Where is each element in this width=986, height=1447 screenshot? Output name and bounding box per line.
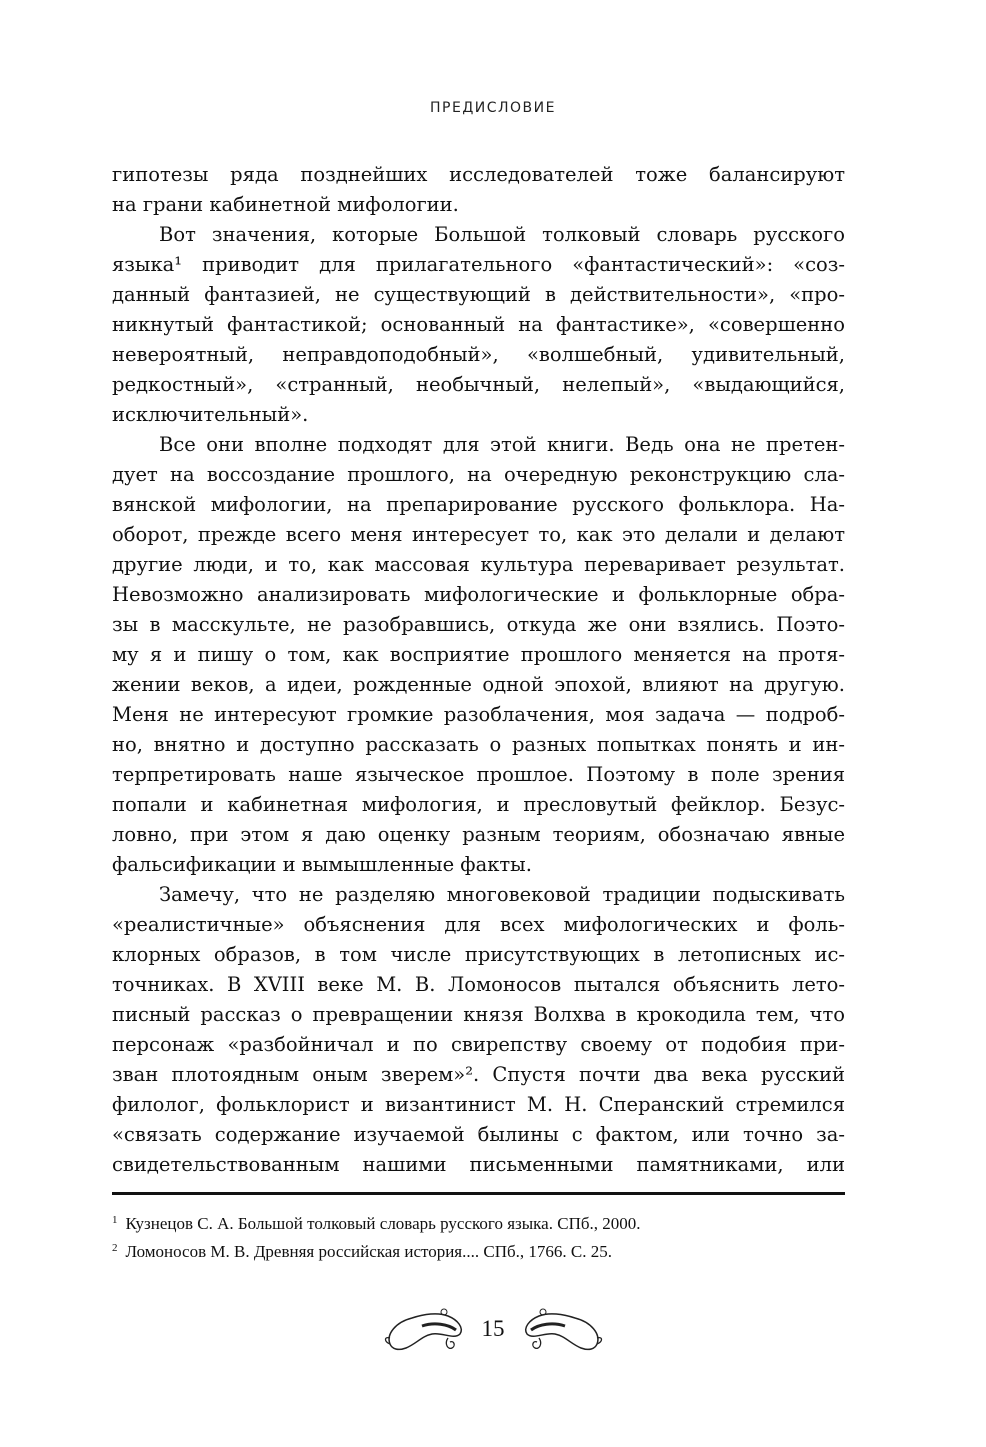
ornament-right-icon xyxy=(515,1304,605,1354)
text-line: писный рассказ о превращении князя Волхва в крокодила тем, что xyxy=(112,1003,845,1026)
text-line: другие люди, и то, как массовая культура переваривает результат. xyxy=(112,553,845,576)
text-line: дует на воссоздание прошлого, на очередную реконструкцию сла- xyxy=(112,463,845,486)
text-line: оборот, прежде всего меня интересует то, как это делали и делают xyxy=(112,523,845,546)
text-line: клорных образов, в том числе присутствующих в летописных ис- xyxy=(112,943,845,966)
text-line: зван плотоядным оным зверем»². Спустя почти два века русский xyxy=(112,1063,845,1086)
footnote-2 xyxy=(112,1242,845,1262)
text-line: зы в масскульте, не разобравшись, откуда же они взялись. Поэто- xyxy=(112,613,845,636)
text-line: персонаж «разбойничал и по свирепству своему от подобия при- xyxy=(112,1033,845,1056)
text-line: невероятный, неправдоподобный», «волшебный, удивительный, xyxy=(112,343,845,366)
text-line: языка¹ приводит для прилагательного «фантастический»: «соз- xyxy=(112,253,845,276)
footnote-1 xyxy=(112,1214,845,1234)
footnote-divider xyxy=(112,1192,845,1195)
footnote-number: 2 xyxy=(112,1242,118,1254)
text-line: филолог, фольклорист и византинист М. Н. Сперанский стремился xyxy=(112,1093,845,1116)
text-line: ловно, при этом я даю оценку разным теориям, обозначаю явные xyxy=(112,823,845,846)
text-line: фальсификации и вымышленные факты. xyxy=(112,853,532,876)
text-line: свидетельствованным нашими письменными памятниками, или xyxy=(112,1153,845,1176)
text-line: гипотезы ряда позднейших исследователей тоже балансируют xyxy=(112,163,845,186)
running-header: ПРЕДИСЛОВИЕ xyxy=(430,100,556,116)
text-line: «реалистичные» объяснения для всех мифологических и фоль- xyxy=(112,913,845,936)
body-text xyxy=(112,160,845,1180)
text-line: на грани кабинетной мифологии. xyxy=(112,193,459,216)
footnote-text: Ломоносов М. В. Древняя российская история.... СПб., 1766. С. 25. xyxy=(125,1242,612,1261)
text-line: редкостный», «странный, необычный, нелепый», «выдающийся, xyxy=(112,373,845,396)
text-line: точниках. В XVIII веке М. В. Ломоносов пытался объяснить лето- xyxy=(112,973,845,996)
footnote-text: Кузнецов С. А. Большой толковый словарь русского языка. СПб., 2000. xyxy=(125,1214,641,1233)
text-line: Вот значения, которые Большой толковый словарь русского xyxy=(159,223,845,246)
text-line: никнутый фантастикой; основанный на фантастике», «совершенно xyxy=(112,313,845,336)
text-line: попали и кабинетная мифология, и пресловутый фейклор. Безус- xyxy=(112,793,845,816)
text-line: вянской мифологии, на препарирование русского фольклора. На- xyxy=(112,493,845,516)
text-line: Все они вполне подходят для этой книги. Ведь она не претен- xyxy=(159,433,845,456)
text-line: жении веков, а идеи, рожденные одной эпохой, влияют на другую. xyxy=(112,673,845,696)
page-folio xyxy=(0,1304,986,1354)
text-line: данный фантазией, не существующий в действительности», «про- xyxy=(112,283,845,306)
ornament-left-icon xyxy=(382,1304,472,1354)
text-line: Невозможно анализировать мифологические и фольклорные обра- xyxy=(112,583,845,606)
page-number: 15 xyxy=(481,1316,505,1341)
text-line: му я и пишу о том, как восприятие прошлого меняется на протя- xyxy=(112,643,845,666)
text-line: но, внятно и доступно рассказать о разных попытках понять и ин- xyxy=(112,733,845,756)
footnote-number: 1 xyxy=(112,1214,118,1226)
text-line: исключительный». xyxy=(112,403,309,426)
text-line: Замечу, что не разделяю многовековой традиции подыскивать xyxy=(159,883,845,906)
text-line: Меня не интересуют громкие разоблачения, моя задача — подроб- xyxy=(112,703,845,726)
text-line: «связать содержание изучаемой былины с фактом, или точно за- xyxy=(112,1123,845,1146)
text-line: терпретировать наше языческое прошлое. Поэтому в поле зрения xyxy=(112,763,845,786)
